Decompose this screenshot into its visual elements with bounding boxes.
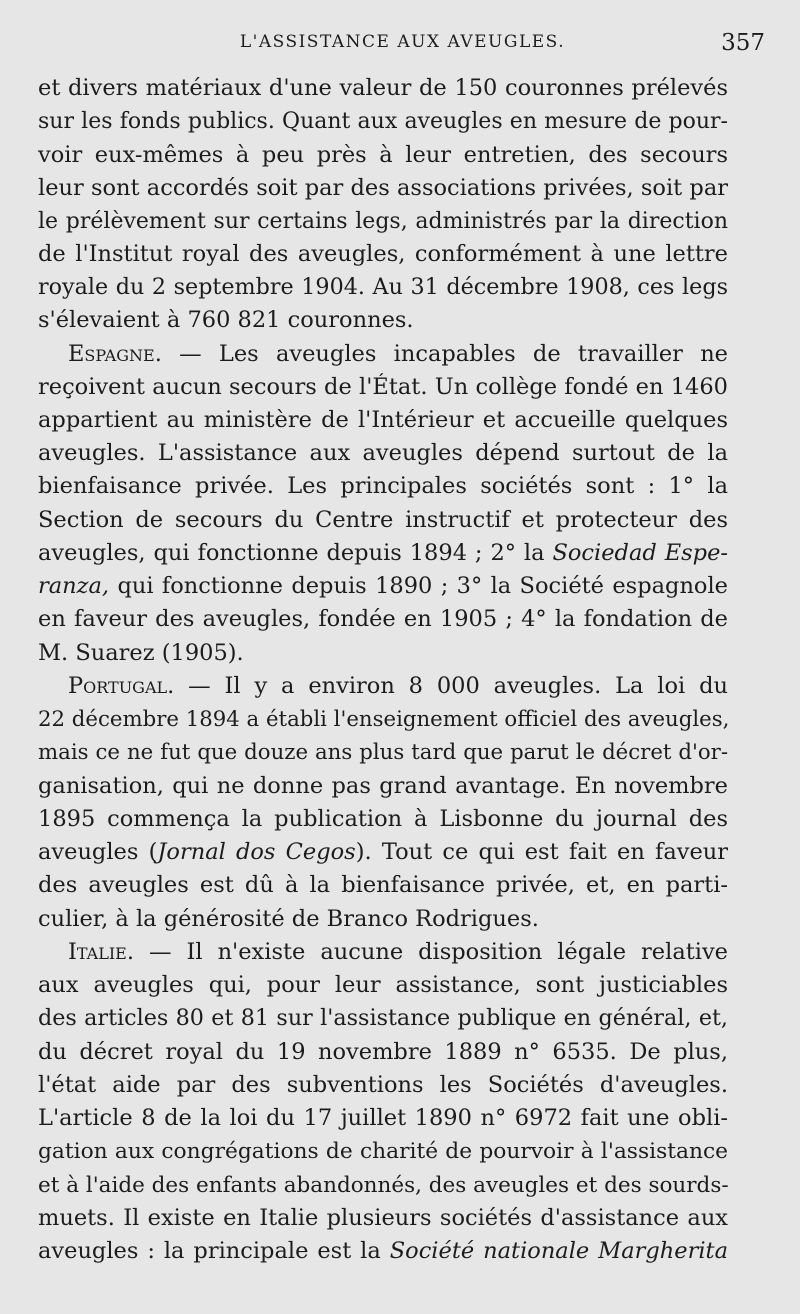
text-line-11: appartient au ministère de l'Intérieur et accueille quelques: [38, 407, 728, 433]
text-line-15: aveugles, qui fonctionne depuis 1894 ; 2° la Sociedad Espe-: [38, 540, 728, 566]
running-header: [40, 32, 765, 58]
text-line-20: 22 décembre 1894 a établi l'enseignement officiel des aveugles,: [38, 707, 730, 732]
text-line-35: muets. Il existe en Italie plusieurs sociétés d'assistance aux: [38, 1205, 728, 1231]
text-line-31: l'état aide par des subventions les Sociétés d'aveugles.: [38, 1072, 728, 1098]
text-line-34: et à l'aide des enfants abandonnés, des aveugles et des sourds-: [38, 1173, 729, 1198]
text-line-17: en faveur des aveugles, fondée en 1905 ; 4° la fondation de: [38, 606, 728, 632]
text-line-6: de l'Institut royal des aveugles, conformément à une lettre: [38, 241, 728, 267]
text-line-33: gation aux congrégations de charité de pourvoir à l'assistance: [38, 1139, 728, 1164]
text-line-2: sur les fonds publics. Quant aux aveugles en mesure de pour-: [38, 109, 728, 134]
text-line-16: ranza, qui fonctionne depuis 1890 ; 3° la Société espagnole: [38, 573, 728, 599]
text-line-23: 1895 commença la publication à Lisbonne du journal des: [38, 806, 728, 832]
text-line-26: culier, à la générosité de Branco Rodrigues.: [38, 906, 539, 932]
text-line-3: voir eux-mêmes à peu près à leur entretien, des secours: [38, 142, 728, 168]
text-line-14: Section de secours du Centre instructif et protecteur des: [38, 507, 728, 533]
section-heading-italie: Italie.: [68, 939, 135, 965]
text-line-32: L'article 8 de la loi du 17 juillet 1890 n° 6972 fait une obli-: [38, 1105, 728, 1131]
text-line-24: aveugles (Jornal dos Cegos). Tout ce qui est fait en faveur: [38, 839, 729, 865]
text-line-18: M. Suarez (1905).: [38, 640, 244, 666]
text-line-29: des articles 80 et 81 sur l'assistance publique en général, et,: [38, 1005, 728, 1031]
text-line-19: Portugal. — Il y a environ 8 000 aveugles. La loi du: [68, 673, 728, 699]
text-line-27: Italie. — Il n'existe aucune disposition légale relative: [68, 939, 728, 965]
text-line-30: du décret royal du 19 novembre 1889 n° 6535. De plus,: [38, 1039, 728, 1065]
text-line-13: bienfaisance privée. Les principales sociétés sont : 1° la: [38, 473, 728, 499]
page-number: 357: [721, 30, 765, 56]
text-line-12: aveugles. L'assistance aux aveugles dépend surtout de la: [38, 440, 728, 466]
text-line-22: ganisation, qui ne donne pas grand avantage. En novembre: [38, 773, 728, 799]
text-line-9: Espagne. — Les aveugles incapables de travailler ne: [68, 341, 728, 367]
text-line-1: et divers matériaux d'une valeur de 150 couronnes prélevés: [38, 75, 728, 101]
text-line-5: le prélèvement sur certains legs, administrés par la direction: [38, 209, 728, 234]
text-line-8: s'élevaient à 760 821 couronnes.: [38, 307, 414, 333]
text-line-4: leur sont accordés soit par des associations privées, soit par: [38, 175, 728, 201]
text-line-10: reçoivent aucun secours de l'État. Un collège fondé en 1460: [38, 374, 728, 400]
section-heading-espagne: Espagne.: [68, 341, 162, 367]
text-line-36: aveugles : la principale est la Société nationale Margherita: [38, 1238, 729, 1264]
running-title: L'ASSISTANCE AUX AVEUGLES.: [239, 32, 566, 52]
text-line-7: royale du 2 septembre 1904. Au 31 décembre 1908, ces legs: [38, 274, 728, 300]
text-line-28: aux aveugles qui, pour leur assistance, sont justiciables: [38, 972, 728, 998]
text-line-25: des aveugles est dû à la bienfaisance privée, et, en parti-: [38, 872, 728, 898]
section-heading-portugal: Portugal.: [68, 673, 175, 699]
text-line-21: mais ce ne fut que douze ans plus tard que parut le décret d'or-: [38, 740, 728, 765]
